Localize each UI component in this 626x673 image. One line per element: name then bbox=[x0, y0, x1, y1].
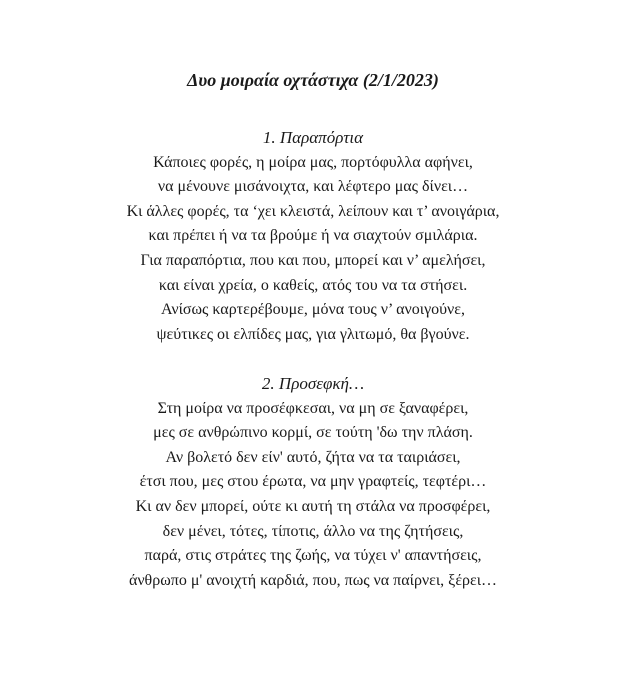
poem-heading: 1. Παραπόρτια bbox=[262, 128, 364, 147]
poem-line: Για παραπόρτια, που και που, μπορεί και ν’ αμελήσει, bbox=[140, 251, 486, 269]
poem-prosefki bbox=[0, 372, 626, 593]
poem-line: και πρέπει ή να τα βρούμε ή να σιαχτούν σμιλάρια. bbox=[148, 227, 478, 245]
poem-line: να μένουνε μισάνοιχτα, και λέφτερο μας δίνει… bbox=[157, 178, 469, 196]
poem-line: Ανίσως καρτερέβουμε, μόνα τους ν’ ανοιγούνε, bbox=[160, 301, 466, 319]
poem-heading: 2. Προσεφκή… bbox=[261, 374, 365, 393]
poem-line: Στη μοίρα να προσέφκεσαι, να μη σε ξαναφέρει, bbox=[157, 399, 469, 417]
poem-line: Κι άλλες φορές, τα ‘χει κλειστά, λείπουν και τ’ ανοιγάρια, bbox=[126, 202, 500, 220]
poem-line: άνθρωπο μ' ανοιχτή καρδιά, που, πως να παίρνει, ξέρει… bbox=[128, 571, 498, 589]
poem-line: ψεύτικες οι ελπίδες μας, για γλιτωμό, θα βγούνε. bbox=[156, 325, 470, 343]
poem-line: μες σε ανθρώπινο κορμί, σε τούτη 'δω την πλάση. bbox=[153, 424, 473, 442]
poem-paraportia bbox=[0, 126, 626, 347]
poem-line: έτσι που, μες στου έρωτα, να μην γραφτείς, τεφτέρι… bbox=[139, 473, 487, 491]
poem-line: παρά, στις στράτες της ζωής, να τύχει ν' απαντήσεις, bbox=[144, 547, 482, 565]
poem-line: Κάποιες φορές, η μοίρα μας, πορτόφυλλα αφήνει, bbox=[153, 153, 473, 171]
poem-line: δεν μένει, τότες, τίποτις, άλλο να της ζητήσεις, bbox=[162, 522, 464, 540]
poem-line: Κι αν δεν μπορεί, ούτε κι αυτή τη στάλα να προσφέρει, bbox=[135, 497, 491, 515]
document-title: Δυο μοιραία οχτάστιχα (2/1/2023) bbox=[187, 70, 439, 90]
poem-line: και είναι χρεία, ο καθείς, ατός του να τα στήσει. bbox=[158, 276, 468, 294]
poem-line: Αν βολετό δεν είν' αυτό, ζήτα να τα ταιριάσει, bbox=[165, 448, 461, 466]
